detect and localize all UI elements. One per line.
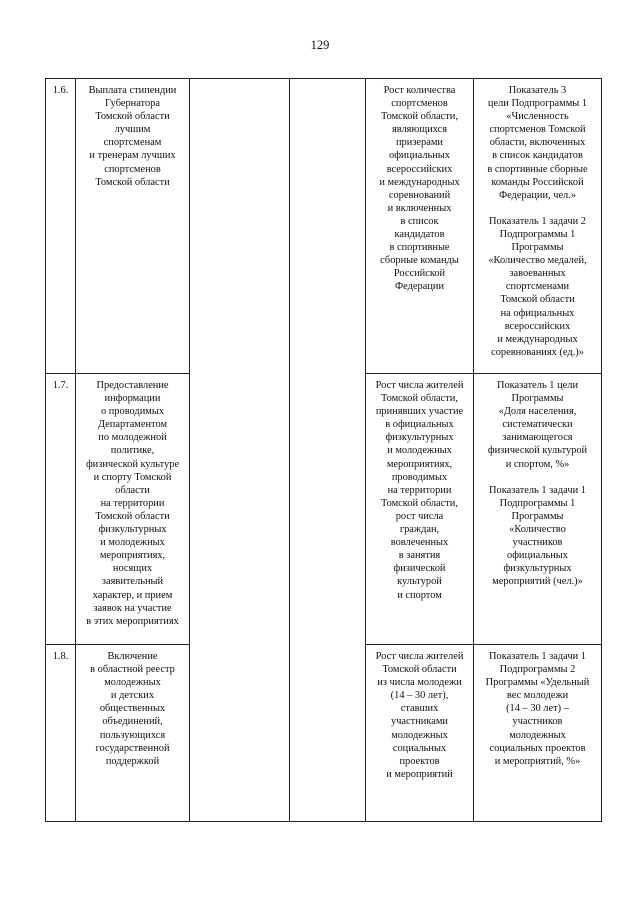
text-line: Показатель 1 задачи 1 (489, 651, 586, 662)
text-line: и тренерам лучших (89, 150, 176, 162)
executor-cell (190, 79, 290, 822)
activity-name-cell (76, 645, 190, 822)
indicator-cell (474, 645, 602, 822)
text-line: Включение (107, 651, 158, 662)
text-line: официальных (389, 150, 450, 162)
text-line: физкультурных (98, 524, 167, 536)
text-line: общественных (99, 703, 166, 715)
text-line: граждан, (399, 524, 440, 536)
text-line: соревнований (388, 189, 451, 201)
text-line: Показатель 3 (508, 85, 567, 96)
text-line: вовлеченных (390, 537, 449, 549)
text-line: Федерации, чел.» (498, 189, 577, 201)
indicator-text (476, 650, 599, 768)
text-line: Томской области, (381, 111, 458, 123)
text-line: заявительный (101, 576, 164, 588)
expected-result (368, 379, 471, 602)
text-line: мероприятий (чел.)» (492, 576, 583, 588)
text-line: Программы (511, 242, 564, 254)
text-line: сборные команды (380, 255, 459, 267)
text-line: принявших участие (375, 406, 464, 418)
text-line: и международных (379, 176, 460, 188)
text-line: культурой (397, 576, 442, 588)
text-line: являющихся (391, 124, 448, 136)
text-line: государственной (95, 742, 170, 754)
text-line: систематически (502, 419, 573, 431)
text-line: в спортивные (389, 242, 450, 254)
text-line: о проводимых (100, 406, 165, 418)
activity-name (78, 650, 187, 768)
text-line: спортсменами (505, 281, 570, 293)
text-line: пользующихся (99, 729, 166, 741)
text-line: завоеванных (509, 268, 566, 280)
text-line: всероссийских (386, 163, 453, 175)
indicator-cell (474, 374, 602, 645)
text-line: заявок на участие (93, 602, 172, 614)
text-line: и мероприятий (386, 768, 453, 780)
text-line: в этих мероприятиях (86, 615, 179, 627)
text-line: в областной реестр (90, 664, 175, 676)
text-line: в список кандидатов (492, 150, 583, 162)
text-line: Томской области (382, 664, 457, 676)
text-line: в спортивные сборные (487, 163, 588, 175)
text-line: информации (104, 393, 161, 405)
text-line: и международных (497, 333, 578, 345)
expected-result-cell (366, 79, 474, 374)
text-line: Показатель 1 цели (496, 380, 579, 391)
text-line: всероссийских (504, 320, 571, 332)
expected-result (368, 84, 471, 294)
text-line: мероприятиях, (99, 550, 166, 562)
text-line: и спортом (397, 589, 442, 601)
text-line: Департаментом (97, 419, 168, 431)
text-line: Программы «Удельный (485, 677, 590, 689)
activity-name-cell (76, 79, 190, 374)
text-line: Томской области (95, 510, 170, 522)
text-line: физической культуре (85, 458, 180, 470)
text-line: занимающегося (502, 432, 573, 444)
text-line: политике, (110, 445, 155, 457)
text-line: Подпрограммы 1 (499, 228, 576, 240)
text-line: социальных (392, 742, 447, 754)
text-line: и спорту Томской (93, 471, 172, 483)
period-cell (290, 79, 366, 822)
text-line: физкультурных (503, 563, 572, 575)
text-line: Показатель 1 задачи 1 (489, 484, 586, 496)
text-line: (14 – 30 лет), (390, 690, 449, 702)
text-line: и молодежных (387, 445, 452, 457)
text-line: физической культурой (487, 445, 588, 457)
row-number: 1.7. (46, 374, 76, 645)
indicator-cell (474, 79, 602, 374)
text-line: Рост количества (383, 85, 456, 96)
text-line: ставших (400, 703, 439, 715)
text-line: участниками (391, 716, 448, 728)
text-line: Выплата стипендии (88, 85, 177, 96)
text-line: кандидатов (394, 229, 445, 241)
text-line: рост числа (395, 510, 444, 522)
text-line: и мероприятий, %» (494, 755, 581, 767)
text-line: области (115, 484, 150, 496)
text-line: Томской области (500, 294, 575, 306)
text-line: «Количество (509, 523, 566, 535)
text-line: Российской (393, 268, 446, 280)
text-line: цели Подпрограммы 1 (487, 98, 588, 110)
text-line: спортсменов (391, 98, 448, 110)
text-line: «Численность (506, 111, 569, 123)
text-line: области, включенных (489, 137, 586, 149)
text-line: и детских (110, 690, 155, 702)
text-line: Подпрограммы 1 (499, 497, 576, 509)
text-line: Программы (511, 393, 564, 405)
text-line: проектов (399, 755, 440, 767)
text-line: призерами (396, 137, 443, 149)
text-line: на официальных (500, 307, 575, 319)
activities-table (45, 78, 602, 822)
text-line: и включенных (387, 202, 452, 214)
text-line: участников (512, 716, 563, 728)
activity-name (78, 379, 187, 628)
expected-result-cell (366, 374, 474, 645)
text-line: Губернатора (105, 98, 160, 110)
text-line: проводимых (391, 471, 448, 483)
text-line: Показатель 1 задачи 2 (489, 215, 586, 227)
text-line: молодежных (104, 677, 161, 689)
text-line: Томской области, (381, 393, 458, 405)
text-line: объединений, (102, 716, 163, 728)
row-number: 1.8. (46, 645, 76, 822)
text-line: спортсменам (103, 137, 162, 149)
text-line: Подпрограммы 2 (499, 664, 576, 676)
indicator-text (476, 379, 599, 588)
text-line: в занятия (398, 550, 441, 562)
text-line: участников (512, 537, 563, 549)
text-line: носящих (112, 563, 153, 575)
text-line: физической (393, 563, 446, 575)
text-line: на территории (100, 497, 165, 509)
text-line: «Доля населения, (498, 406, 577, 418)
text-line: молодежных (509, 729, 566, 741)
text-line: из числа молодежи (377, 677, 462, 689)
text-line: характер, и прием (92, 589, 173, 601)
text-line: «Количество медалей, (488, 255, 587, 267)
text-line: на территории (387, 484, 452, 496)
text-line: лучшим (114, 124, 151, 136)
text-line: официальных (507, 550, 568, 562)
text-line: вес молодежи (506, 690, 569, 702)
text-line: Программы (511, 510, 564, 522)
text-line: Рост числа жителей (375, 651, 464, 662)
paragraph-gap (476, 202, 599, 215)
text-line: и молодежных (100, 537, 165, 549)
text-line: физкультурных (385, 432, 454, 444)
text-line: мероприятиях, (386, 458, 453, 470)
text-line: команды Российской (491, 176, 584, 188)
text-line: по молодежной (98, 432, 167, 444)
text-line: Томской области, (381, 497, 458, 509)
activity-name-cell (76, 374, 190, 645)
text-line: Федерации (394, 281, 445, 293)
text-line: Рост числа жителей (375, 380, 464, 391)
table-row (46, 79, 602, 374)
text-line: спортсменов Томской (489, 124, 586, 136)
expected-result-cell (366, 645, 474, 822)
text-line: соревнованиях (ед.)» (491, 346, 584, 358)
text-line: и спортом, %» (505, 458, 570, 470)
row-number: 1.6. (46, 79, 76, 374)
indicator-text (476, 84, 599, 359)
text-line: Томской области (95, 176, 170, 188)
expected-result (368, 650, 471, 781)
text-line: социальных проектов (489, 742, 586, 754)
paragraph-gap (476, 471, 599, 484)
text-line: спортсменов (104, 163, 161, 175)
text-line: молодежных (391, 729, 448, 741)
text-line: Томской области (95, 111, 170, 123)
text-line: в список (400, 215, 439, 227)
activity-name (78, 84, 187, 189)
text-line: Предоставление (96, 380, 169, 391)
text-line: в официальных (385, 419, 454, 431)
text-line: поддержкой (105, 755, 160, 767)
page-number: 129 (310, 38, 330, 52)
text-line: (14 – 30 лет) – (506, 703, 569, 715)
